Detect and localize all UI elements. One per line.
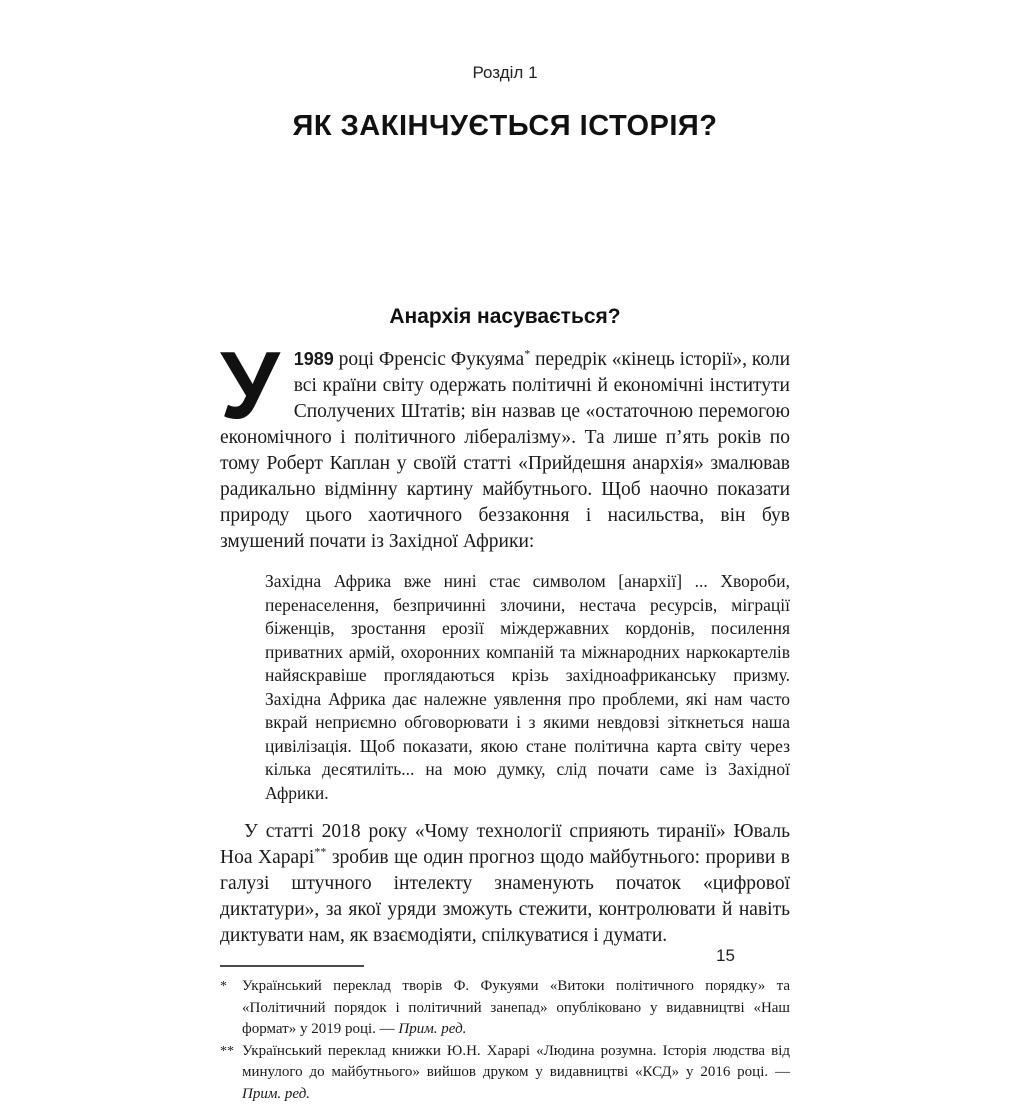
footnote-1-text bbox=[242, 976, 790, 1041]
footnote-1 bbox=[220, 976, 790, 1041]
footnote-2-marker: ** bbox=[220, 1041, 242, 1105]
chapter-label: Розділ 1 bbox=[220, 62, 790, 84]
footnote-1-body: Український переклад творів Ф. Фукуями «Витоки політичного порядку» та «Політичний порядок і політичний занепад» опубліковано у видавництві «Наш формат» у 2019 році. — bbox=[242, 978, 790, 1037]
chapter-title: ЯК ЗАКІНЧУЄТЬСЯ ІСТОРІЯ? bbox=[220, 108, 790, 144]
footnote-ref-1: * bbox=[524, 347, 530, 361]
footnote-2-body: Український переклад книжки Ю.Н. Харарі «Людина розумна. Історія людства від минулого до майбутнього» вийшов друком у видавництві «КСД» у 2016 році. — bbox=[242, 1043, 790, 1081]
page-number: 15 bbox=[716, 946, 735, 966]
footnotes-block bbox=[220, 976, 790, 1105]
footnote-separator bbox=[220, 965, 364, 967]
footnote-1-marker: * bbox=[220, 976, 242, 1041]
blockquote-west-africa: Західна Африка вже нині стає символом [анархії] ... Хвороби, перенаселення, безпричинні злочини, нестача ресурсів, міграції біженців, зростання ерозії міждержавних кордонів, посилення приватних армій, охоронних компаній та міжнародних наркокартелів найяскравіше проглядаються крізь західноафриканську призму. Західна Африка дає належне уявлення про проблеми, які нам часто вкрай неприємно обговорювати і з якими невдовзі зіткнеться наша цивілізація. Щоб показати, якою стане політична карта світу через кілька десятиліть... на мою думку, слід почати саме із Західної Африки. bbox=[265, 570, 790, 805]
footnote-1-editor-note: Прим. ред. bbox=[398, 1021, 466, 1037]
paragraph-2-text: У статті 2018 року «Чому технології сприяють тиранії» Юваль Ноа Харарі bbox=[220, 821, 790, 868]
paragraph-2-text-cont: зробив ще один прогноз щодо майбутнього: прориви в галузі штучного інтелекту знаменують початок «цифрової диктатури», за якої уряди зможуть стежити, контролювати й навіть диктувати нам, як взаємодіяти, спілкуватися і думати. bbox=[220, 847, 790, 946]
section-heading: Анархія насувається? bbox=[220, 304, 790, 330]
footnote-2-text bbox=[242, 1041, 790, 1105]
bold-year: 1989 bbox=[294, 349, 334, 369]
footnote-2 bbox=[220, 1041, 790, 1105]
page-content bbox=[220, 0, 790, 1105]
footnote-ref-2: ** bbox=[314, 845, 326, 859]
paragraph-2 bbox=[220, 819, 790, 949]
paragraph-1 bbox=[220, 346, 790, 555]
paragraph-1-text-cont: передрік «кінець історії», коли всі країни світу одержать політичні й економічні інститути Сполучених Штатів; він назвав це «остаточною перемогою економічного і політичного лібералізму». Та лише п’ять років по тому Роберт Каплан у своїй статті «Прийдешня анархія» змалював радикально відмінну картину майбутнього. Щоб наочно показати природу цього хаотичного беззаконня і насильства, він був змушений почати із Західної Африки: bbox=[220, 349, 790, 552]
paragraph-1-text: році Френсіс Фукуяма bbox=[334, 349, 524, 370]
dropcap-letter: У bbox=[220, 348, 280, 424]
footnote-2-editor-note: Прим. ред. bbox=[242, 1086, 310, 1102]
